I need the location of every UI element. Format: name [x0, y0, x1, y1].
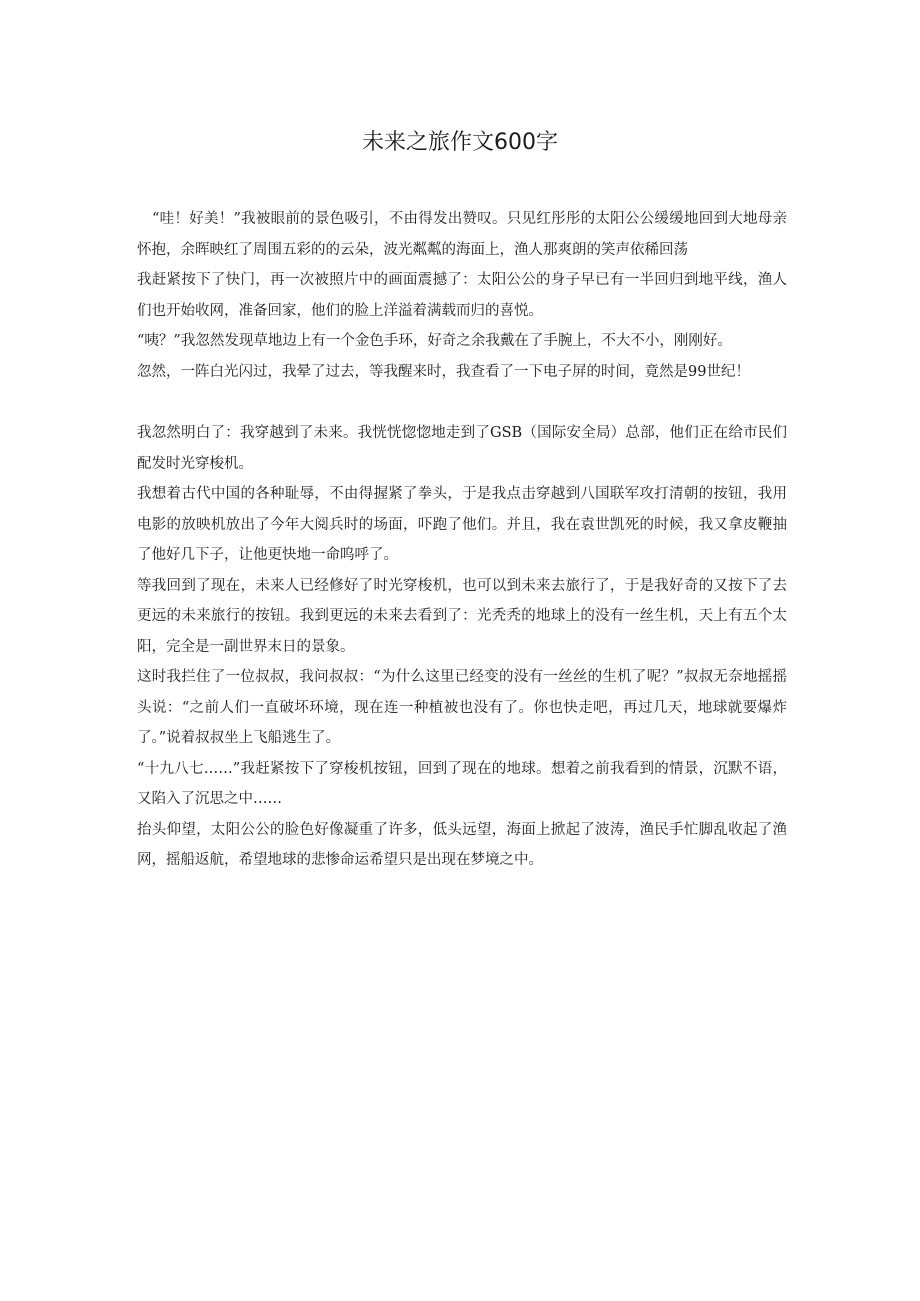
- paragraph-1: “哇！好美！”我被眼前的景色吸引，不由得发出赞叹。只见红彤彤的太阳公公缓缓地回到大地母亲怀抱，余晖映红了周围五彩的的云朵，波光粼粼的海面上，渔人那爽朗的笑声依稀回荡: [137, 211, 787, 258]
- paragraph-2: 我赶紧按下了快门，再一次被照片中的画面震撼了：太阳公公的身子早已有一半回归到地平线，渔人们也开始收网，准备回家，他们的脸上洋溢着满载而归的喜悦。: [137, 272, 787, 319]
- paragraph-9: “十九八七……”我赶紧按下了穿梭机按钮，回到了现在的地球。想着之前我看到的情景，沉默不语，又陷入了沉思之中……: [137, 760, 787, 807]
- paragraph-5: 我忽然明白了：我穿越到了未来。我恍恍惚惚地走到了GSB（国际安全局）总部，他们正在给市民们配发时光穿梭机。: [137, 425, 787, 472]
- paragraph-4: 忽然，一阵白光闪过，我晕了过去，等我醒来时，我查看了一下电子屏的时间，竟然是99世纪！: [137, 363, 750, 380]
- page-title: 未来之旅作文600字: [362, 130, 558, 155]
- paragraph-3: “咦？”我忽然发现草地边上有一个金色手环，好奇之余我戴在了手腕上，不大不小，刚刚好。: [137, 333, 732, 349]
- paragraph-6: 我想着古代中国的各种耻辱，不由得握紧了拳头，于是我点击穿越到八国联军攻打清朝的按钮，我用电影的放映机放出了今年大阅兵时的场面，吓跑了他们。并且，我在袁世凯死的时候，我又拿皮鞭抽了他好几下子，让他更快地一命呜呼了。: [137, 486, 787, 563]
- essay-body: [137, 204, 787, 876]
- paragraph-spacer: [137, 387, 787, 418]
- paragraph-7: 等我回到了现在，未来人已经修好了时光穿梭机，也可以到未来去旅行了，于是我好奇的又按下了去更远的未来旅行的按钮。我到更远的未来去看到了：光秃秃的地球上的没有一丝生机，天上有五个太阳，完全是一副世界末日的景象。: [137, 577, 787, 655]
- paragraph-8: 这时我拦住了一位叔叔，我问叔叔：“为什么这里已经变的没有一丝丝的生机了呢？”叔叔无奈地摇摇头说：“之前人们一直破坏环境，现在连一种植被也没有了。你也快走吧，再过几天，地球就要爆炸了。”说着叔叔坐上飞船逃生了。: [137, 669, 787, 746]
- paragraph-10: 抬头仰望，太阳公公的脸色好像凝重了许多，低头远望，海面上掀起了波涛，渔民手忙脚乱收起了渔网，摇船返航，希望地球的悲惨命运希望只是出现在梦境之中。: [137, 821, 787, 868]
